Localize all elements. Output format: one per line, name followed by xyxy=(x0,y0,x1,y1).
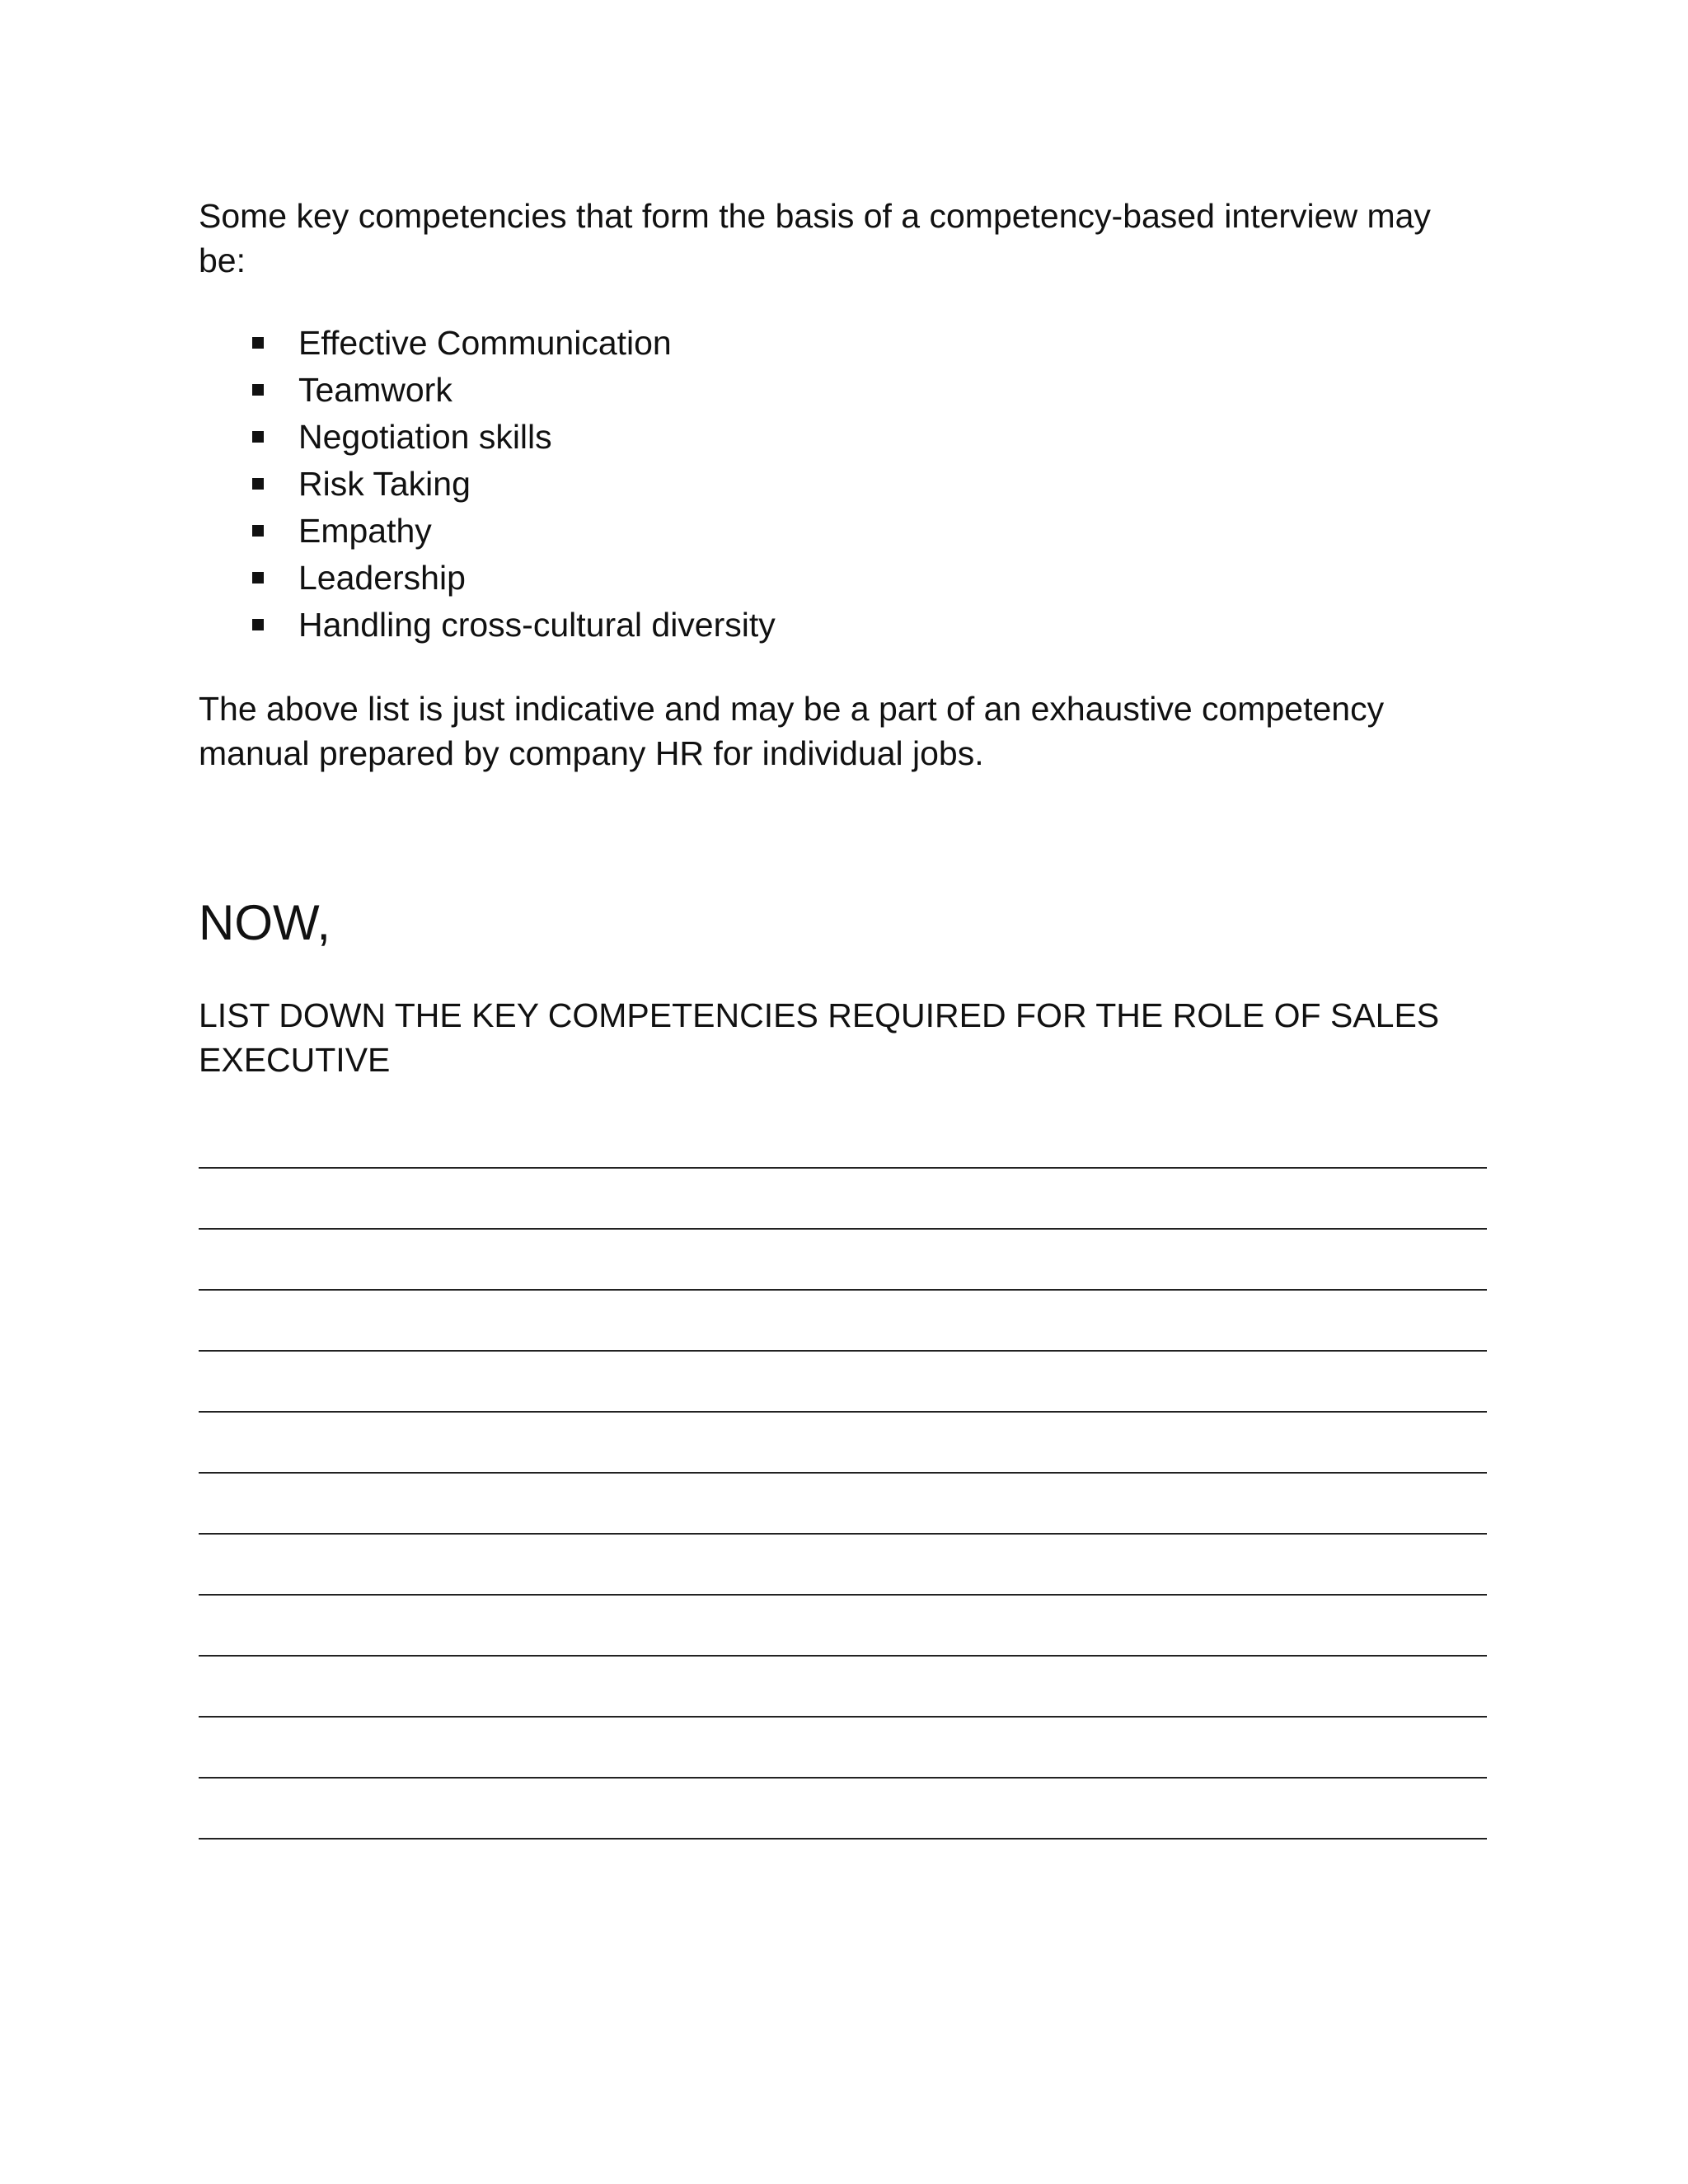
list-item-label: Effective Communication xyxy=(298,324,672,362)
answer-line[interactable] xyxy=(199,1291,1487,1352)
square-bullet-icon xyxy=(252,337,264,349)
square-bullet-icon xyxy=(252,619,264,630)
list-item-label: Empathy xyxy=(298,512,432,550)
section-heading: NOW, xyxy=(199,895,331,950)
answer-line[interactable] xyxy=(199,1169,1487,1230)
answer-line[interactable] xyxy=(199,1718,1487,1779)
list-item xyxy=(199,320,776,367)
square-bullet-icon xyxy=(252,572,264,583)
square-bullet-icon xyxy=(252,478,264,490)
answer-line[interactable] xyxy=(199,1474,1487,1535)
list-item xyxy=(199,461,776,508)
square-bullet-icon xyxy=(252,525,264,537)
answer-line[interactable] xyxy=(199,1657,1487,1718)
answer-line[interactable] xyxy=(199,1136,1487,1169)
list-item-label: Handling cross-cultural diversity xyxy=(298,606,776,644)
competency-list xyxy=(199,320,776,649)
answer-line[interactable] xyxy=(199,1352,1487,1413)
answer-line[interactable] xyxy=(199,1230,1487,1291)
answer-line[interactable] xyxy=(199,1413,1487,1474)
list-item xyxy=(199,367,776,414)
answer-lines[interactable] xyxy=(199,1136,1487,1840)
list-item xyxy=(199,555,776,602)
answer-line[interactable] xyxy=(199,1535,1487,1596)
list-item-label: Teamwork xyxy=(298,371,452,409)
list-item xyxy=(199,414,776,461)
answer-line[interactable] xyxy=(199,1779,1487,1840)
list-item-label: Leadership xyxy=(298,559,466,597)
square-bullet-icon xyxy=(252,384,264,396)
exercise-instruction: LIST DOWN THE KEY COMPETENCIES REQUIRED FOR THE ROLE OF SALES EXECUTIVE xyxy=(199,996,1440,1079)
answer-line[interactable] xyxy=(199,1596,1487,1657)
list-item xyxy=(199,602,776,649)
list-item-label: Risk Taking xyxy=(298,465,471,503)
list-item xyxy=(199,508,776,555)
list-item-label: Negotiation skills xyxy=(298,418,552,456)
intro-paragraph: Some key competencies that form the basis of a competency-based interview may be: xyxy=(199,197,1431,279)
square-bullet-icon xyxy=(252,431,264,443)
outro-paragraph: The above list is just indicative and may be a part of an exhaustive competency manual prepared by company HR for individual jobs. xyxy=(199,690,1385,772)
